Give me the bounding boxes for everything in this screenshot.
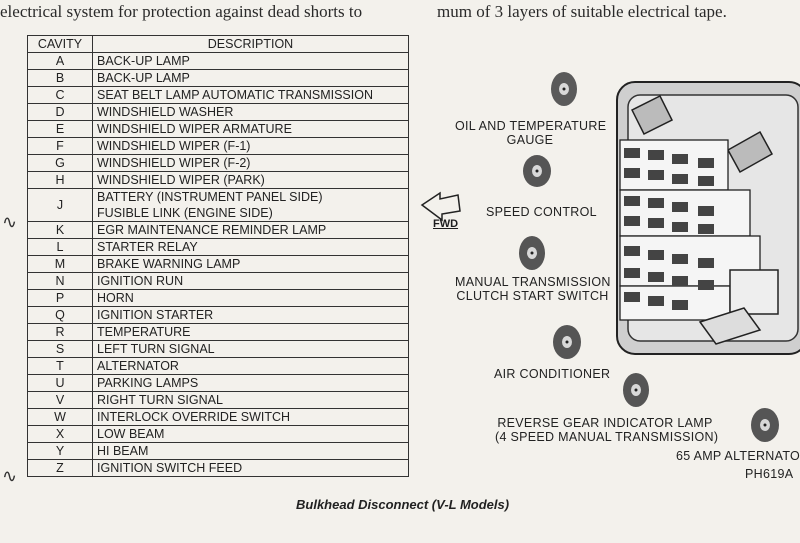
cavity-cell: H xyxy=(28,172,93,189)
description-cell: HORN xyxy=(93,290,409,307)
cavity-cell: U xyxy=(28,375,93,392)
cavity-cell: E xyxy=(28,121,93,138)
description-line: FUSIBLE LINK (ENGINE SIDE) xyxy=(97,206,273,220)
cavity-cell: K xyxy=(28,222,93,239)
cavity-cell: R xyxy=(28,324,93,341)
cavity-cell: X xyxy=(28,426,93,443)
label-reverse-gear xyxy=(495,416,719,444)
connector-reverse-gear xyxy=(623,373,649,407)
cavity-cell: F xyxy=(28,138,93,155)
label-air-conditioner: AIR CONDITIONER xyxy=(494,367,611,381)
label-line: OIL AND TEMPERATURE xyxy=(455,119,607,133)
label-manual-trans xyxy=(455,275,610,303)
connector-oil-temp xyxy=(551,72,577,106)
description-line: BATTERY (INSTRUMENT PANEL SIDE) xyxy=(97,190,323,204)
description-cell: PARKING LAMPS xyxy=(93,375,409,392)
cavity-cell: M xyxy=(28,256,93,273)
description-cell: WINDSHIELD WIPER (F-1) xyxy=(93,138,409,155)
cavity-cell: Q xyxy=(28,307,93,324)
cavity-cell: B xyxy=(28,70,93,87)
cavity-cell: Z xyxy=(28,460,93,477)
description-cell: SEAT BELT LAMP AUTOMATIC TRANSMISSION xyxy=(93,87,409,104)
description-cell: WINDSHIELD WIPER (F-2) xyxy=(93,155,409,172)
margin-pencil-mark: ∿ xyxy=(2,466,18,486)
description-cell: INTERLOCK OVERRIDE SWITCH xyxy=(93,409,409,426)
fwd-label: FWD xyxy=(433,218,459,230)
description-cell: WINDSHIELD WASHER xyxy=(93,104,409,121)
description-cell: BACK-UP LAMP xyxy=(93,53,409,70)
bulkhead-block xyxy=(617,82,800,354)
connector-manual-trans xyxy=(519,236,545,270)
description-cell: STARTER RELAY xyxy=(93,239,409,256)
label-line: MANUAL TRANSMISSION xyxy=(455,275,611,289)
margin-pencil-mark: ∿ xyxy=(2,212,18,232)
connector-speed-control xyxy=(523,155,551,187)
cavity-cell: T xyxy=(28,358,93,375)
label-line: (4 SPEED MANUAL TRANSMISSION) xyxy=(495,430,719,444)
label-line: CLUTCH START SWITCH xyxy=(456,289,609,303)
cavity-cell: L xyxy=(28,239,93,256)
connector-air-conditioner xyxy=(553,325,581,359)
cavity-cell: S xyxy=(28,341,93,358)
description-cell: BRAKE WARNING LAMP xyxy=(93,256,409,273)
cavity-cell: J xyxy=(28,189,93,222)
description-cell: BACK-UP LAMP xyxy=(93,70,409,87)
description-cell: RIGHT TURN SIGNAL xyxy=(93,392,409,409)
label-alternator: 65 AMP ALTERNATO xyxy=(676,449,800,463)
label-speed-control: SPEED CONTROL xyxy=(486,205,597,219)
description-cell: IGNITION STARTER xyxy=(93,307,409,324)
figure-caption: Bulkhead Disconnect (V-L Models) xyxy=(296,497,510,512)
header-right-text: mum of 3 layers of suitable electrical tape. xyxy=(437,2,727,21)
cavity-cell: P xyxy=(28,290,93,307)
header-description: DESCRIPTION xyxy=(93,36,409,53)
label-part-number: PH619A xyxy=(745,467,794,481)
description-cell: LOW BEAM xyxy=(93,426,409,443)
description-cell: IGNITION SWITCH FEED xyxy=(93,460,409,477)
label-line: GAUGE xyxy=(506,133,554,147)
cavity-cell: C xyxy=(28,87,93,104)
header-left-text: electrical system for protection against dead shorts to xyxy=(0,2,363,21)
cavity-cell: G xyxy=(28,155,93,172)
description-cell: WINDSHIELD WIPER (PARK) xyxy=(93,172,409,189)
label-line: REVERSE GEAR INDICATOR LAMP xyxy=(497,416,713,430)
cavity-cell: W xyxy=(28,409,93,426)
cavity-cell: V xyxy=(28,392,93,409)
description-cell: EGR MAINTENANCE REMINDER LAMP xyxy=(93,222,409,239)
description-cell: ALTERNATOR xyxy=(93,358,409,375)
cavity-cell: Y xyxy=(28,443,93,460)
description-cell: IGNITION RUN xyxy=(93,273,409,290)
connector-alternator xyxy=(751,408,779,442)
description-cell: WINDSHIELD WIPER ARMATURE xyxy=(93,121,409,138)
cavity-cell: A xyxy=(28,53,93,70)
cavity-cell: D xyxy=(28,104,93,121)
cavity-cell: N xyxy=(28,273,93,290)
description-cell: TEMPERATURE xyxy=(93,324,409,341)
label-oil-temp xyxy=(455,119,605,147)
header-cavity: CAVITY xyxy=(28,36,93,53)
description-cell: HI BEAM xyxy=(93,443,409,460)
fwd-arrow-icon xyxy=(422,193,460,220)
description-cell: LEFT TURN SIGNAL xyxy=(93,341,409,358)
